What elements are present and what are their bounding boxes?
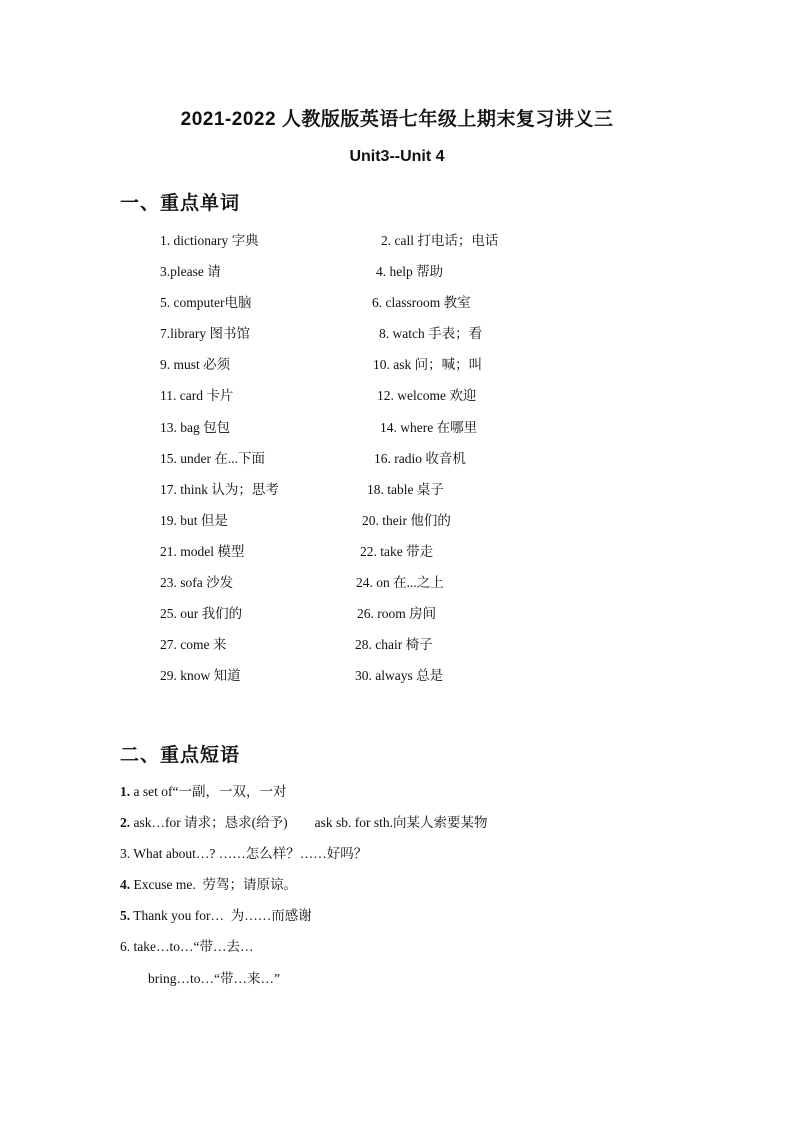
vocab-item: 16. radio 收音机 (374, 450, 466, 466)
phrase-item (120, 780, 720, 811)
phrase-item (120, 842, 720, 873)
vocab-item: 15. under 在...下面 (160, 450, 265, 466)
phrase-number: 2. (120, 815, 131, 831)
phrase-item (120, 935, 720, 966)
vocab-item: 3.please 请 (160, 264, 221, 280)
vocab-item: 21. model 模型 (160, 543, 245, 559)
phrase-item (120, 904, 720, 935)
vocab-item: 26. room 房间 (357, 606, 437, 622)
vocab-row (0, 664, 794, 695)
vocab-item: 23. sofa 沙发 (160, 575, 234, 591)
vocab-row (0, 384, 794, 415)
vocab-item: 19. but 但是 (160, 512, 228, 528)
vocab-item: 6. classroom 教室 (372, 295, 471, 311)
vocab-item: 20. their 他们的 (362, 512, 451, 528)
phrase-list (120, 780, 720, 998)
section-heading-key-phrases: 二、重点短语 (120, 744, 241, 766)
vocab-item: 17. think 认为；思考 (160, 481, 279, 497)
phrase-item (120, 967, 720, 998)
vocab-item: 25. our 我们的 (160, 606, 243, 622)
vocab-row (0, 353, 794, 384)
vocab-row (0, 633, 794, 664)
phrase-text: 3. What about…? ……怎么样？……好吗？ (120, 846, 368, 862)
phrase-text: 6. take…to…“带…去… (120, 939, 254, 955)
vocab-item: 9. must 必须 (160, 357, 231, 373)
phrase-number: 4. (120, 877, 131, 893)
phrase-item (120, 811, 720, 842)
vocab-item: 27. come 来 (160, 637, 227, 653)
phrase-text: Thank you for… 为……而感谢 (130, 908, 312, 924)
phrase-item (120, 873, 720, 904)
vocab-row (0, 602, 794, 633)
vocab-item: 11. card 卡片 (160, 388, 234, 404)
vocabulary-list (0, 229, 794, 695)
vocab-item: 24. on 在...之上 (356, 575, 444, 591)
vocab-item: 8. watch 手表；看 (379, 326, 483, 342)
vocab-row (0, 322, 794, 353)
vocab-row (0, 540, 794, 571)
vocab-row (0, 416, 794, 447)
phrase-text: a set of“一副，一双，一对 (130, 784, 287, 799)
vocab-item: 10. ask 问；喊；叫 (373, 357, 483, 373)
vocab-item: 18. table 桌子 (367, 481, 444, 497)
vocab-row (0, 571, 794, 602)
vocab-item: 1. dictionary 字典 (160, 233, 259, 248)
vocab-row (0, 291, 794, 322)
vocab-item: 12. welcome 欢迎 (377, 388, 477, 404)
document-title: 2021-2022 人教版版英语七年级上期末复习讲义三 (180, 109, 614, 130)
vocab-row (0, 260, 794, 291)
vocab-row (0, 478, 794, 509)
phrase-text: Excuse me. 劳驾；请原谅。 (130, 877, 297, 893)
vocab-row (0, 229, 794, 260)
vocab-item: 2. call 打电话；电话 (381, 233, 499, 248)
section-heading-key-words: 一、重点单词 (120, 192, 241, 214)
vocab-item: 30. always 总是 (355, 668, 444, 684)
vocab-item: 14. where 在哪里 (380, 419, 478, 435)
vocab-item: 29. know 知道 (160, 668, 241, 684)
phrase-text: ask…for 请求；恳求(给予) ask sb. for sth.向某人索要某物 (130, 815, 488, 831)
phrase-number: 5. (120, 908, 131, 924)
vocab-item: 7.library 图书馆 (160, 326, 250, 342)
vocab-row (0, 509, 794, 540)
vocab-item: 28. chair 椅子 (355, 637, 433, 653)
vocab-item: 22. take 带走 (360, 543, 434, 559)
vocab-item: 5. computer电脑 (160, 295, 252, 311)
phrase-number: 1. (120, 784, 131, 799)
document-subtitle: Unit3--Unit 4 (349, 148, 445, 165)
vocab-item: 13. bag 包包 (160, 419, 231, 435)
phrase-text: bring…to…“带…来…” (148, 970, 280, 986)
vocab-row (0, 447, 794, 478)
vocab-item: 4. help 帮助 (376, 264, 444, 280)
